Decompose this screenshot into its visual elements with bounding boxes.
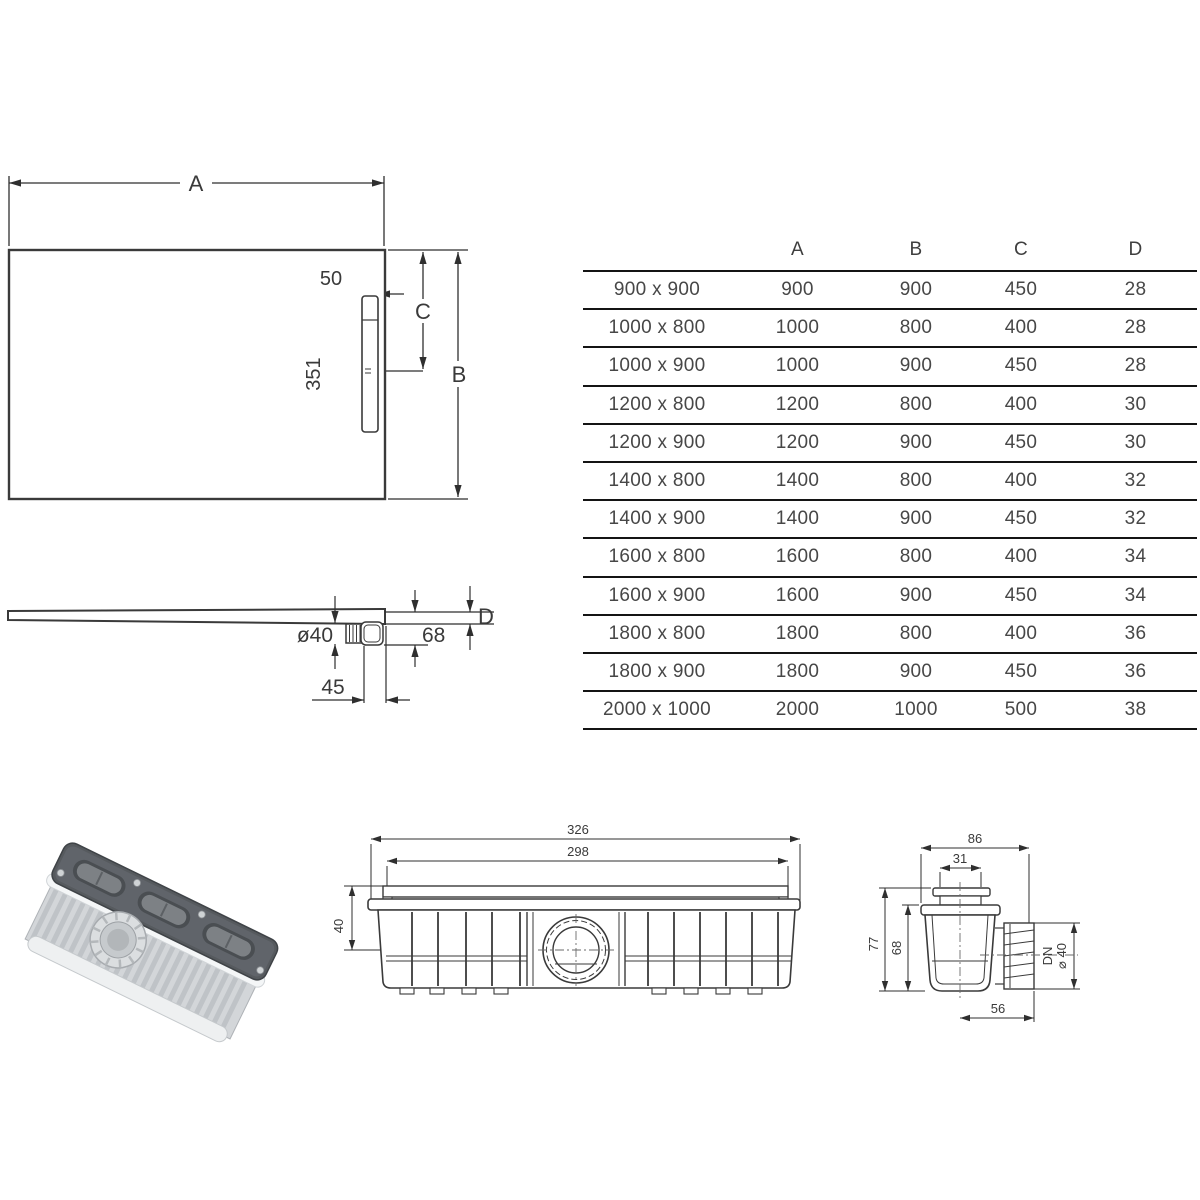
cell-c: 400: [1004, 393, 1038, 415]
cell-d: 36: [1124, 660, 1147, 682]
cell-size: 1200 x 900: [608, 431, 706, 453]
cell-d: 28: [1124, 317, 1147, 339]
drain-front-view-drawing: [330, 810, 830, 1030]
cell-a: 1200: [775, 393, 820, 415]
table-row: [583, 501, 1197, 539]
cell-c: 400: [1004, 317, 1038, 339]
cell-c: 450: [1004, 508, 1038, 530]
dim-label-31: 31: [952, 851, 968, 866]
cell-a: 1400: [775, 508, 820, 530]
header-a: A: [791, 239, 804, 260]
table-row: [583, 272, 1197, 310]
cell-d: 32: [1124, 508, 1147, 530]
dim-label-86: 86: [967, 831, 983, 846]
cell-c: 500: [1004, 699, 1038, 721]
dim-label-68: 68: [422, 624, 446, 647]
cell-c: 400: [1004, 622, 1038, 644]
table-row: [583, 654, 1197, 692]
cell-size: 1000 x 900: [608, 355, 706, 377]
dim-label-56: 56: [990, 1001, 1006, 1016]
cell-a: 1200: [775, 431, 820, 453]
tray-profile: [8, 609, 385, 624]
dim-label-45: 45: [321, 676, 345, 699]
table-row: [583, 578, 1197, 616]
size-spec-table: [583, 230, 1197, 730]
dim-label-77: 77: [866, 936, 881, 952]
cell-b: 800: [899, 546, 933, 568]
tray-top-view-drawing: [0, 160, 500, 520]
channel-feet: [400, 988, 762, 994]
cell-b: 800: [899, 317, 933, 339]
cell-size: 2000 x 1000: [603, 699, 711, 721]
cell-size: 1600 x 900: [608, 584, 706, 606]
dim-label-298: 298: [567, 844, 589, 859]
cell-a: 1400: [775, 470, 820, 492]
cell-c: 450: [1004, 355, 1038, 377]
dim-label-40: 40: [331, 918, 346, 934]
table-row: [583, 387, 1197, 425]
cell-d: 30: [1124, 393, 1147, 415]
table-row: [583, 616, 1197, 654]
drain-unit-body: [20, 839, 283, 1049]
cell-d: 34: [1124, 584, 1147, 606]
dim-label-B: B: [451, 362, 467, 387]
cell-c: 450: [1004, 279, 1038, 301]
dim-label-351: 351: [303, 357, 325, 391]
cell-c: 400: [1004, 546, 1038, 568]
cell-d: 34: [1124, 546, 1147, 568]
cell-a: 1600: [775, 584, 820, 606]
cell-a: 2000: [775, 699, 820, 721]
dim-label-68: 68: [889, 940, 904, 956]
cell-b: 900: [899, 355, 933, 377]
table-row: [583, 425, 1197, 463]
cell-b: 800: [899, 470, 933, 492]
dim-label-dia40: ⌀ 40: [1054, 943, 1069, 969]
cell-a: 1000: [775, 317, 820, 339]
cell-a: 900: [781, 279, 814, 301]
drain-slot: [362, 296, 378, 432]
dim-label-dia40: ø40: [296, 624, 333, 647]
cell-d: 32: [1124, 470, 1147, 492]
cell-a: 1800: [775, 660, 820, 682]
cell-size: 900 x 900: [613, 279, 701, 301]
cell-d: 38: [1124, 699, 1147, 721]
cell-a: 1600: [775, 546, 820, 568]
cell-size: 1400 x 900: [608, 508, 706, 530]
cell-d: 28: [1124, 279, 1147, 301]
cell-c: 450: [1004, 584, 1038, 606]
header-b: B: [909, 239, 923, 260]
dim-label-C: C: [415, 299, 431, 324]
tray-side-view-drawing: [0, 570, 520, 720]
cell-size: 1600 x 800: [608, 546, 706, 568]
cell-a: 1000: [775, 355, 820, 377]
cell-c: 450: [1004, 431, 1038, 453]
table-header-row: [583, 230, 1197, 272]
cell-size: 1000 x 800: [608, 317, 706, 339]
cell-size: 1800 x 900: [608, 660, 706, 682]
dim-label-326: 326: [567, 822, 589, 837]
header-d: D: [1128, 239, 1143, 260]
trap-body: [921, 888, 1034, 991]
cell-a: 1800: [775, 622, 820, 644]
table-row: [583, 692, 1197, 730]
trap-side-view-drawing: [860, 810, 1200, 1060]
cell-b: 900: [899, 508, 933, 530]
cell-c: 400: [1004, 470, 1038, 492]
table-row: [583, 310, 1197, 348]
cell-b: 800: [899, 622, 933, 644]
cell-b: 900: [899, 584, 933, 606]
cell-d: 36: [1124, 622, 1147, 644]
header-c: C: [1013, 239, 1029, 260]
cell-d: 28: [1124, 355, 1147, 377]
cell-c: 450: [1004, 660, 1038, 682]
dim-label-D: D: [478, 604, 494, 629]
dim-label-dn: DN: [1040, 946, 1055, 966]
dim-label-A: A: [188, 171, 204, 196]
drain-unit-3d-render: [20, 800, 310, 1060]
cell-b: 900: [899, 279, 933, 301]
table-row: [583, 463, 1197, 501]
table-row: [583, 348, 1197, 386]
dim-label-50: 50: [319, 268, 343, 290]
cell-size: 1200 x 800: [608, 393, 706, 415]
cell-size: 1800 x 800: [608, 622, 706, 644]
cell-b: 900: [899, 660, 933, 682]
drain-trap-profile: [346, 622, 383, 645]
cell-b: 800: [899, 393, 933, 415]
table-row: [583, 539, 1197, 577]
channel-lid: [368, 886, 800, 910]
cell-b: 900: [899, 431, 933, 453]
cell-d: 30: [1124, 431, 1147, 453]
cell-size: 1400 x 800: [608, 470, 706, 492]
cell-b: 1000: [894, 699, 938, 721]
spec-table-body: [583, 272, 1197, 730]
